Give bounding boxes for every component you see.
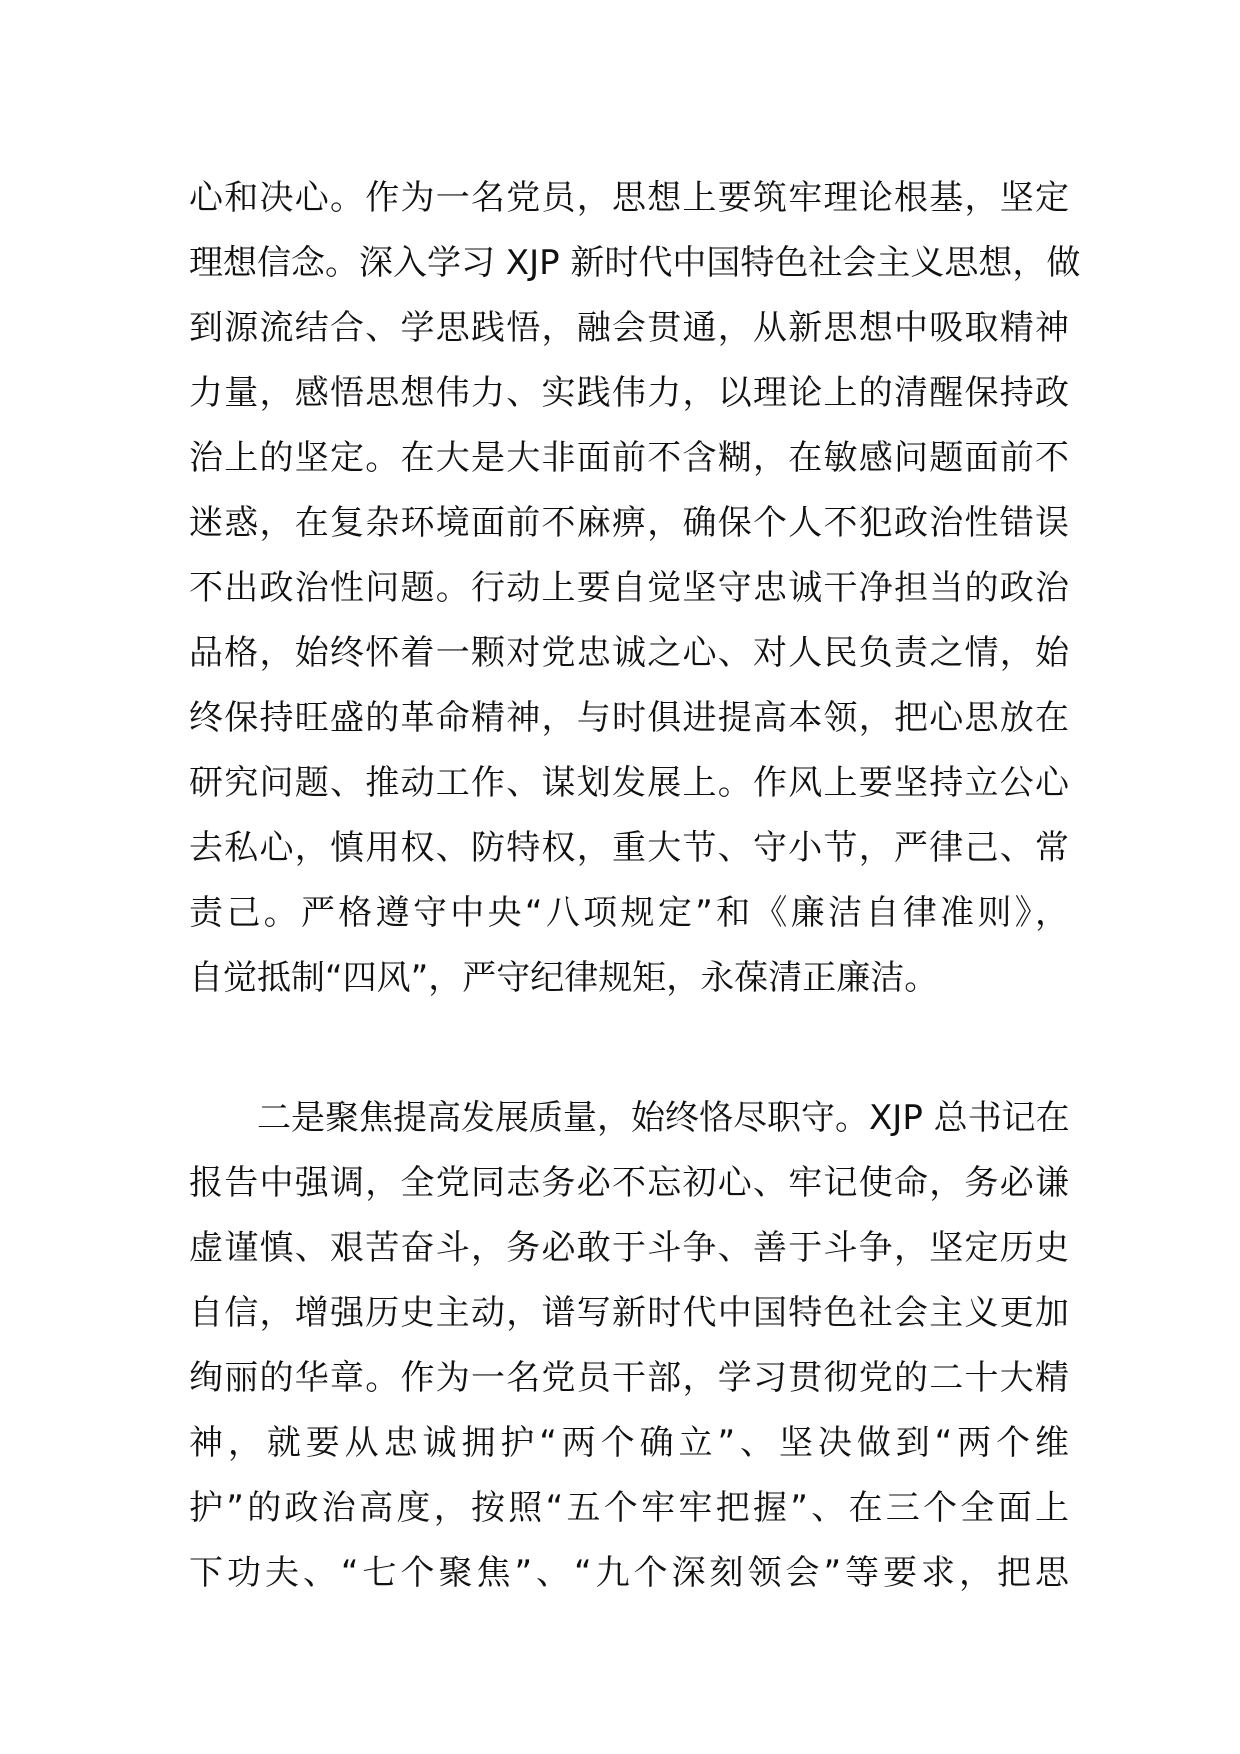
text-line: 力量，感悟思想伟力、实践伟力，以理论上的清醒保持政 bbox=[189, 373, 1069, 413]
text-line: 终保持旺盛的革命精神，与时俱进提高本领，把心思放在 bbox=[189, 698, 1069, 738]
text-line: 自觉抵制“四风”，严守纪律规矩，永葆清正廉洁。 bbox=[189, 958, 939, 998]
text-line: 护”的政治高度，按照“五个牢牢把握”、在三个全面上 bbox=[189, 1488, 1069, 1528]
text-line: 二是聚焦提高发展质量，始终恪尽职守。XJP 总书记在 bbox=[257, 1098, 1070, 1138]
text-line: 理想信念。深入学习 XJP 新时代中国特色社会主义思想，做 bbox=[189, 243, 1081, 283]
text-line: 报告中强调，全党同志务必不忘初心、牢记使命，务必谦 bbox=[189, 1163, 1069, 1203]
text-line: 下功夫、“七个聚焦”、“九个深刻领会”等要求，把思 bbox=[189, 1553, 1069, 1593]
text-line: 不出政治性问题。行动上要自觉坚守忠诚干净担当的政治 bbox=[189, 568, 1069, 608]
text-line: 自信，增强历史主动，谱写新时代中国特色社会主义更加 bbox=[189, 1293, 1069, 1333]
text-line: 虚谨慎、艰苦奋斗，务必敢于斗争、善于斗争，坚定历史 bbox=[189, 1228, 1069, 1268]
text-line: 迷惑，在复杂环境面前不麻痹，确保个人不犯政治性错误 bbox=[189, 503, 1069, 543]
text-line: 神，就要从忠诚拥护“两个确立”、坚决做到“两个维 bbox=[189, 1423, 1069, 1463]
text-line: 绚丽的华章。作为一名党员干部，学习贯彻党的二十大精 bbox=[189, 1358, 1069, 1398]
text-line: 到源流结合、学思践悟，融会贯通，从新思想中吸取精神 bbox=[189, 308, 1069, 348]
paragraph-1 bbox=[189, 166, 1081, 1011]
text-line: 品格，始终怀着一颗对党忠诚之心、对人民负责之情，始 bbox=[189, 633, 1069, 673]
text-line: 心和决心。作为一名党员，思想上要筑牢理论根基，坚定 bbox=[189, 178, 1069, 218]
paragraph-2 bbox=[189, 1086, 1069, 1606]
text-line: 治上的坚定。在大是大非面前不含糊，在敏感问题面前不 bbox=[189, 438, 1069, 478]
text-line: 去私心，慎用权、防特权，重大节、守小节，严律己、常 bbox=[189, 828, 1069, 868]
text-line: 研究问题、推动工作、谋划发展上。作风上要坚持立公心 bbox=[189, 763, 1069, 803]
text-line: 责己。严格遵守中央“八项规定”和《廉洁自律准则》， bbox=[189, 893, 1069, 933]
